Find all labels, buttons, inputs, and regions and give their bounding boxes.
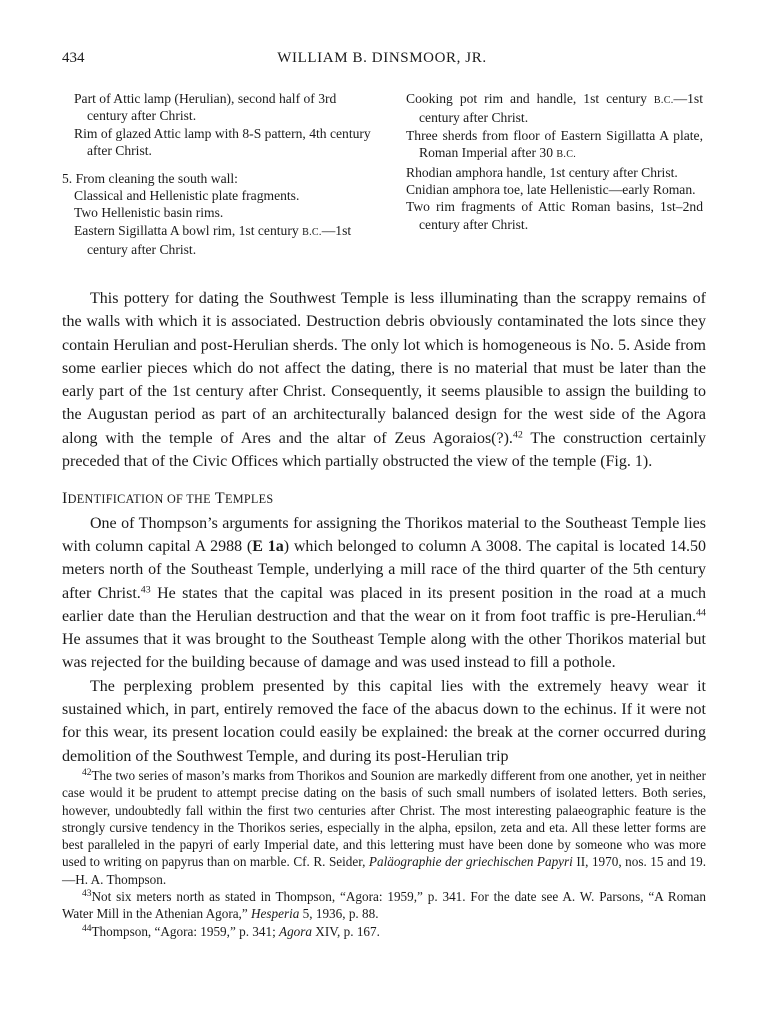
section-heading: IDENTIFICATION OF THE TEMPLES xyxy=(62,490,274,508)
list-item: Three sherds from floor of Eastern Sigillatta A plate, Roman Imperial after 30 B.C. xyxy=(406,127,703,161)
paragraph: The perplexing problem presented by this capital lies with the extremely heavy wear it sustained which, in part, entirely removed the face of the abacus down to the echinus. If it were not for this wear, its present location could easily be explained: the break at the corner occurred during demolition of the Southwest Temple, and during its post-Herulian trip xyxy=(62,677,706,765)
list-item: Two Hellenistic basin rims. xyxy=(74,205,224,221)
lot-heading: 5. From cleaning the south wall: xyxy=(62,170,238,186)
footnote-ref: 42 xyxy=(512,429,523,441)
list-item: Two rim fragments of Attic Roman basins, 1st–2nd century after Christ. xyxy=(406,199,703,232)
pottery-list-left xyxy=(62,90,374,259)
paragraph: One of Thompson’s arguments for assigning the Thorikos material to the Southeast Temple lies with column capital A 2988 (E 1a) which belonged to column A 3008. The capital is located 14.50 meters north of the Southeast Temple, underlying a mill race of the third quarter of the 5th century after Christ.$^{43}$ He states that the capital was placed in its present position in the road at a much earlier date than the Herulian destruction and that the wear on it from foot traffic is pre-Herulian.$^{44}$ He assumes that it was brought to the Southeast Temple along with the other Thorikos material but was rejected for the building because of damage and was used instead to fill a pothole. xyxy=(62,514,706,672)
list-item: Rim of glazed Attic lamp with 8-S pattern, 4th century after Christ. xyxy=(74,125,371,159)
footnote-ref: 43 xyxy=(140,584,151,596)
list-item: Eastern Sigillatta A bowl rim, 1st century B.C.—1st century after Christ. xyxy=(74,222,352,258)
list-item: Classical and Hellenistic plate fragments. xyxy=(74,188,300,204)
page-number: 434 xyxy=(62,50,85,66)
list-item: Cnidian amphora toe, late Hellenistic—early Roman. xyxy=(406,182,696,198)
body-text xyxy=(62,287,706,768)
list-item: Rhodian amphora handle, 1st century after Christ. xyxy=(406,164,678,180)
running-head: WILLIAM B. DINSMOOR, JR. xyxy=(277,50,487,66)
paragraph: This pottery for dating the Southwest Temple is less illuminating than the scrappy remains of the walls with which it is associated. Destruction debris obviously contaminated the lots since they contain Herulian and post-Herulian sherds. The only lot which is homogeneous is No. 5. Aside from some earlier pieces which do not affect the dating, there is no material that must be later than the early part of the 1st century after Christ. Consequently, it seems plausible to assign the building to the Augustan period as part of an architecturally balanced design for the west side of the Agora along with the temple of Ares and the altar of Zeus Agoraios(?).$^{42}$ The construction certainly preceded that of the Civic Offices which partially obstructed the view of the temple (Fig. 1). xyxy=(62,290,706,471)
footnotes xyxy=(62,767,706,940)
footnote: $^{42}$The two series of mason’s marks from Thorikos and Sounion are markedly different from one another, yet in neither case would it be prudent to attempt precise dating on the basis of such small numbers of isolated letters. Both series, however, undoubtedly fall within the first two centuries after Christ. The most interesting palaeographic feature is the strongly cursive tendency in the Thorikos series, especially in the alpha, epsilon, zeta and eta. All these letter forms are best paralleled in the papyri of early Imperial date, and this lettering must have been done by someone who was more used to writing on papyrus than on marble. Cf. R. Seider, Paläographie der griechischen Papyri II, 1970, nos. 15 and 19.—H. A. Thompson. xyxy=(62,767,706,887)
pottery-list-right xyxy=(406,90,703,233)
footnote: $^{44}$Thompson, “Agora: 1959,” p. 341; Agora XIV, p. 167. xyxy=(82,923,380,939)
footnote-ref: 44 xyxy=(696,607,706,619)
footnote: $^{43}$Not six meters north as stated in Thompson, “Agora: 1959,” p. 341. For the date see A. W. Parsons, “A Roman Water Mill in the Athenian Agora,” Hesperia 5, 1936, p. 88. xyxy=(62,888,706,922)
list-item: Part of Attic lamp (Herulian), second half of 3rd century after Christ. xyxy=(74,91,337,124)
page-header xyxy=(62,50,702,72)
list-item: Cooking pot rim and handle, 1st century B.C.—1st century after Christ. xyxy=(406,91,703,126)
